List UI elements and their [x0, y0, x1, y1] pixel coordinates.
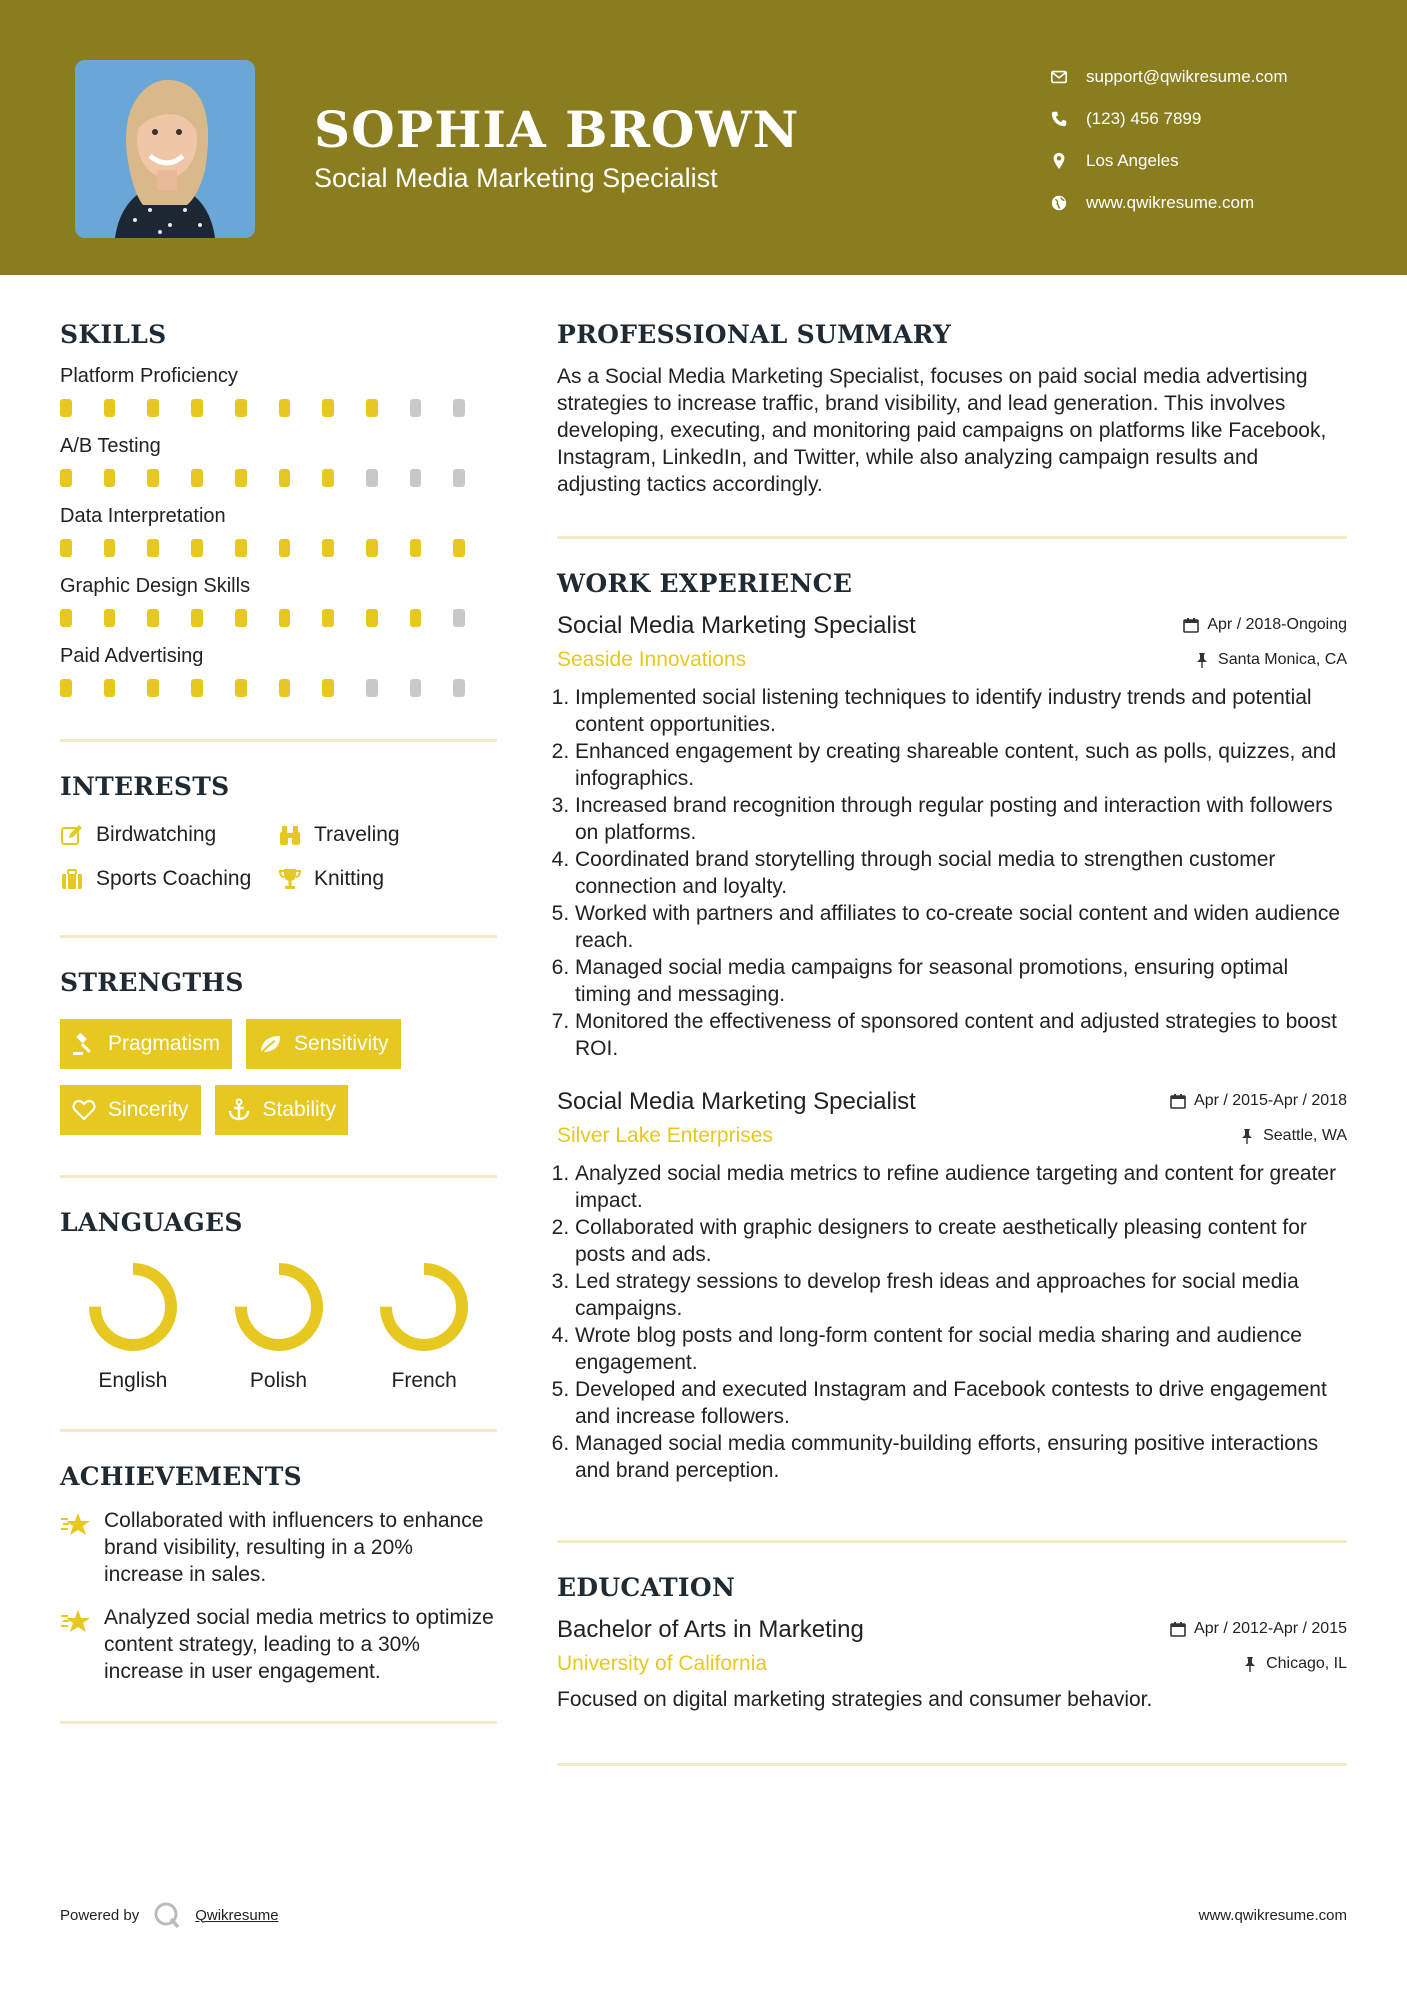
candidate-name: SOPHIA BROWN	[314, 100, 800, 159]
contact-phone-text: (123) 456 7899	[1086, 109, 1202, 128]
strength-label: Sincerity	[108, 1098, 189, 1121]
job-location-text: Santa Monica, CA	[1218, 651, 1347, 668]
job-bullet: 7. Monitored the effectiveness of sponsored content and adjusted strategies to boost ROI.	[575, 1008, 1347, 1062]
pushpin-icon	[1194, 652, 1210, 668]
skill-dot	[191, 609, 203, 627]
contact-email-text: support@qwikresume.com	[1086, 67, 1288, 86]
language-gauge	[376, 1259, 472, 1355]
skill-dot	[191, 469, 203, 487]
language-name: French	[391, 1369, 457, 1392]
strength-label: Stability	[262, 1098, 337, 1121]
qwikresume-link[interactable]: Qwikresume	[195, 1906, 279, 1924]
job-entry	[557, 612, 1347, 1062]
skills-title: SKILLS	[60, 320, 167, 349]
language-gauge	[85, 1259, 181, 1355]
skill-dot	[453, 539, 465, 557]
pencil-square-icon	[60, 823, 84, 847]
achievement-text: Analyzed social media metrics to optimize content strategy, leading to a 30% increase in user engagement.	[104, 1606, 494, 1683]
job-date	[1170, 1092, 1347, 1110]
divider	[60, 1175, 497, 1178]
briefcase-icon	[60, 867, 84, 891]
job-bullets	[557, 684, 1347, 1062]
job-location	[1194, 651, 1347, 669]
skill-dot	[147, 679, 159, 697]
strengths-title: STRENGTHS	[60, 968, 244, 997]
strength-tag	[60, 1085, 201, 1135]
languages-list	[60, 1259, 497, 1393]
divider	[557, 1540, 1347, 1543]
skill-dot	[104, 539, 116, 557]
skill-name: Data Interpretation	[60, 505, 226, 527]
skill-dot	[279, 469, 291, 487]
leaf-icon	[258, 1032, 282, 1056]
skill-dot	[322, 469, 334, 487]
skill-dot	[235, 399, 247, 417]
globe-icon	[1050, 194, 1068, 212]
job-bullet: 3. Increased brand recognition through regular posting and interaction with followers on platforms.	[575, 792, 1347, 846]
skill-dot	[60, 469, 72, 487]
contact-list	[1050, 56, 1390, 224]
skill-dot	[322, 539, 334, 557]
binoculars-icon	[278, 823, 302, 847]
job-bullet: 4. Coordinated brand storytelling through social media to strengthen customer connection and loyalty.	[575, 846, 1347, 900]
contact-website[interactable]	[1050, 182, 1390, 224]
skill-dot	[279, 609, 291, 627]
contact-email[interactable]	[1050, 56, 1390, 98]
achievements-title: ACHIEVEMENTS	[60, 1462, 302, 1491]
calendar-icon	[1183, 617, 1199, 633]
company-name: Silver Lake Enterprises	[557, 1124, 773, 1147]
job-bullet: 2. Collaborated with graphic designers to create aesthetically pleasing content for posts and ads.	[575, 1214, 1347, 1268]
skill-dot	[322, 679, 334, 697]
interest-item	[60, 867, 278, 891]
skill-name: A/B Testing	[60, 435, 161, 457]
skill-dot	[410, 469, 422, 487]
location-pin-icon	[1050, 152, 1068, 170]
education-date-text: Apr / 2012-Apr / 2015	[1194, 1620, 1347, 1637]
divider	[60, 1429, 497, 1432]
profile-photo-illustration	[75, 60, 255, 238]
achievement-item	[60, 1604, 497, 1685]
job-entry	[557, 1088, 1347, 1484]
achievement-item	[60, 1507, 497, 1588]
divider	[557, 536, 1347, 539]
heart-icon	[72, 1098, 96, 1122]
powered-by-label: Powered by	[60, 1906, 140, 1924]
strength-tag	[215, 1085, 349, 1135]
skill-dot	[453, 399, 465, 417]
pushpin-icon	[1242, 1656, 1258, 1672]
job-bullet: 1. Implemented social listening techniques to identify industry trends and potential content opportunities.	[575, 684, 1347, 738]
skill-dot	[322, 399, 334, 417]
job-bullet: 6. Managed social media community-building efforts, ensuring positive interactions and brand perception.	[575, 1430, 1347, 1484]
job-location-text: Seattle, WA	[1263, 1127, 1347, 1144]
divider	[60, 1721, 497, 1724]
envelope-icon	[1050, 68, 1068, 86]
skill-dot	[235, 609, 247, 627]
interest-label: Birdwatching	[96, 823, 217, 846]
job-date-text: Apr / 2018-Ongoing	[1207, 616, 1347, 633]
job-bullet: 3. Led strategy sessions to develop fresh ideas and approaches for social media campaigns.	[575, 1268, 1347, 1322]
language-name: Polish	[249, 1369, 308, 1392]
education-title: EDUCATION	[557, 1573, 736, 1602]
skill-rating	[60, 469, 497, 489]
skill-rating	[60, 399, 497, 419]
skill-dot	[366, 399, 378, 417]
skill-dot	[235, 539, 247, 557]
job-bullet: 2. Enhanced engagement by creating shareable content, such as polls, quizzes, and infographics.	[575, 738, 1347, 792]
education-entry	[557, 1616, 1347, 1713]
contact-phone[interactable]	[1050, 98, 1390, 140]
skill-dot	[366, 539, 378, 557]
skill-dot	[191, 679, 203, 697]
contact-location-text: Los Angeles	[1086, 151, 1179, 170]
powered-by	[60, 1901, 279, 1929]
skill-rating	[60, 609, 497, 629]
skill-dot	[147, 539, 159, 557]
skill-dot	[147, 469, 159, 487]
job-location	[1239, 1127, 1347, 1145]
profile-photo	[75, 60, 255, 238]
skill-rating	[60, 539, 497, 559]
job-date	[1183, 616, 1347, 634]
languages-title: LANGUAGES	[60, 1208, 243, 1237]
strength-tag	[246, 1019, 401, 1069]
calendar-icon	[1170, 1093, 1186, 1109]
skills-list	[60, 365, 497, 699]
degree-title: Bachelor of Arts in Marketing	[557, 1616, 864, 1643]
skill-name: Graphic Design Skills	[60, 575, 251, 597]
skill-dot	[191, 399, 203, 417]
skill-dot	[453, 679, 465, 697]
strengths-list	[60, 1019, 480, 1135]
education-date	[1170, 1620, 1347, 1638]
trophy-icon	[278, 867, 302, 891]
skill-dot	[410, 609, 422, 627]
interest-item	[60, 823, 278, 847]
skill-dot	[60, 399, 72, 417]
skill-dot	[453, 609, 465, 627]
skill-dot	[104, 399, 116, 417]
skill-dot	[191, 539, 203, 557]
job-bullet: 1. Analyzed social media metrics to refine audience targeting and content for greater impact.	[575, 1160, 1347, 1214]
gavel-icon	[72, 1032, 96, 1056]
skill-dot	[453, 469, 465, 487]
skill-dot	[366, 679, 378, 697]
footer-url[interactable]: www.qwikresume.com	[1198, 1906, 1347, 1924]
footer	[60, 1900, 1347, 1930]
job-bullet: 5. Worked with partners and affiliates to co-create social content and widen audience reach.	[575, 900, 1347, 954]
strength-label: Pragmatism	[108, 1032, 221, 1055]
skill-dot	[104, 469, 116, 487]
skill-rating	[60, 679, 497, 699]
contact-website-text: www.qwikresume.com	[1086, 193, 1255, 212]
skill-dot	[235, 679, 247, 697]
interests-list	[60, 823, 497, 891]
education-description: Focused on digital marketing strategies and consumer behavior.	[557, 1688, 1153, 1711]
qwikresume-logo-icon	[153, 1901, 181, 1929]
school-name: University of California	[557, 1652, 768, 1675]
anchor-icon	[227, 1098, 251, 1122]
star-icon	[60, 1606, 92, 1638]
language-item	[206, 1259, 352, 1393]
job-bullet: 4. Wrote blog posts and long-form content for social media sharing and audience engagement.	[575, 1322, 1347, 1376]
job-bullet: 6. Managed social media campaigns for seasonal promotions, ensuring optimal timing and messaging.	[575, 954, 1347, 1008]
interest-item	[278, 823, 478, 847]
skill-dot	[147, 399, 159, 417]
divider	[60, 739, 497, 742]
skill-dot	[147, 609, 159, 627]
interest-item	[278, 867, 478, 891]
interest-label: Traveling	[314, 823, 400, 846]
skill-dot	[279, 539, 291, 557]
summary-text: As a Social Media Marketing Specialist, focuses on paid social media advertising strategies to increase traffic, brand visibility, and lead generation. This involves developing, executing, and monitoring paid campaigns on platforms like Facebook, Instagram, LinkedIn, and Twitter, while also analyzing campaign results and adjusting tactics accordingly.	[557, 365, 1327, 496]
contact-location	[1050, 140, 1390, 182]
skill-dot	[60, 679, 72, 697]
skill-dot	[366, 469, 378, 487]
language-item	[60, 1259, 206, 1393]
skill-dot	[279, 679, 291, 697]
skill-dot	[235, 469, 247, 487]
skill-dot	[410, 539, 422, 557]
strength-tag	[60, 1019, 232, 1069]
skill-dot	[60, 539, 72, 557]
language-item	[351, 1259, 497, 1393]
job-bullet: 5. Developed and executed Instagram and Facebook contests to drive engagement and increase followers.	[575, 1376, 1347, 1430]
skill-dot	[60, 609, 72, 627]
skill-name: Platform Proficiency	[60, 365, 238, 387]
skill-dot	[322, 609, 334, 627]
language-gauge	[231, 1259, 327, 1355]
phone-icon	[1050, 110, 1068, 128]
divider	[557, 1763, 1347, 1766]
skill-dot	[279, 399, 291, 417]
skill-dot	[104, 679, 116, 697]
language-name: English	[98, 1369, 168, 1392]
summary-title: PROFESSIONAL SUMMARY	[557, 320, 952, 349]
resume-header	[0, 0, 1407, 275]
interest-label: Knitting	[314, 867, 385, 890]
job-bullets	[557, 1160, 1347, 1484]
calendar-icon	[1170, 1621, 1186, 1637]
left-column	[60, 320, 497, 1724]
skill-dot	[410, 399, 422, 417]
interests-title: INTERESTS	[60, 772, 230, 801]
education-location	[1242, 1655, 1347, 1673]
experience-title: WORK EXPERIENCE	[557, 569, 853, 598]
right-column	[557, 320, 1347, 1766]
skill-name: Paid Advertising	[60, 645, 204, 667]
strength-label: Sensitivity	[294, 1032, 389, 1055]
interest-label: Sports Coaching	[96, 867, 252, 890]
skill-dot	[410, 679, 422, 697]
job-date-text: Apr / 2015-Apr / 2018	[1194, 1092, 1347, 1109]
candidate-role: Social Media Marketing Specialist	[314, 163, 718, 193]
company-name: Seaside Innovations	[557, 648, 747, 671]
star-icon	[60, 1509, 92, 1541]
pushpin-icon	[1239, 1128, 1255, 1144]
job-title: Social Media Marketing Specialist	[557, 612, 916, 639]
skill-dot	[366, 609, 378, 627]
job-title: Social Media Marketing Specialist	[557, 1088, 916, 1115]
education-location-text: Chicago, IL	[1266, 1655, 1347, 1672]
divider	[60, 935, 497, 938]
skill-dot	[104, 609, 116, 627]
achievement-text: Collaborated with influencers to enhance brand visibility, resulting in a 20% increase in sales.	[104, 1509, 484, 1586]
